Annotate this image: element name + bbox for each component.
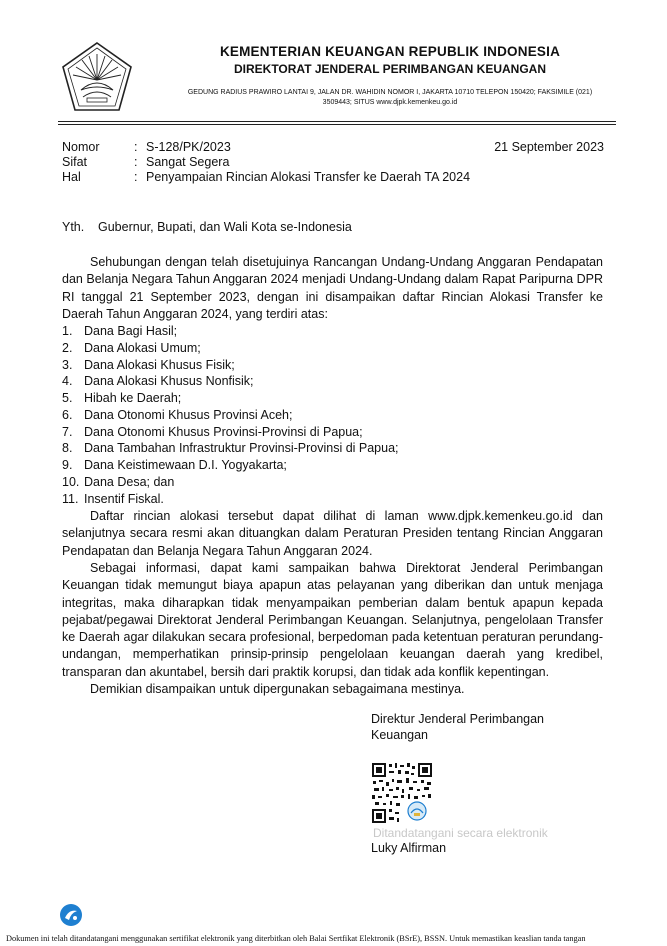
list-item	[62, 390, 399, 407]
list-item	[62, 340, 399, 357]
signatory-title-line-1: Direktur Jenderal Perimbangan	[371, 712, 545, 726]
list-item	[62, 474, 399, 491]
body-paragraph-3: Sebagai informasi, dapat kami sampaikan bahwa Direktorat Jenderal Perimbangan Keuangan tidak memungut biaya apapun atas pelayanan yang diberikan dan untuk menjaga integritas, maka diharapkan tidak menyampaikan pemberian dalam bentuk apapun kepada pejabat/pegawai Direktorat Jenderal Perimbangan Keuangan. Selanjutnya, pengelolaan Transfer ke Daerah agar dilakukan secara profesional, berpedoman pada ketentuan peraturan perundang-undangan, memperhatikan prinsip-prinsip pengelolaan keuangan daerah yang kredibel, transparan dan akuntabel, bersih dari praktik korupsi, dan tidak ada konflik kepentingan.	[62, 561, 603, 679]
list-item-text: Hibah ke Daerah;	[84, 391, 182, 405]
meta-label: Hal	[62, 170, 81, 184]
list-item	[62, 457, 399, 474]
address-line-2: 3509443; SITUS www.djpk.kemenkeu.go.id	[322, 99, 458, 106]
list-item-number: 7.	[62, 424, 73, 439]
list-item	[62, 407, 399, 424]
list-item-text: Dana Keistimewaan D.I. Yogyakarta;	[84, 458, 287, 472]
list-item-number: 2.	[62, 340, 73, 355]
letterhead-rule-thick	[58, 121, 616, 122]
body-paragraph-4: Demikian disampaikan untuk dipergunakan sebagaimana mestinya.	[90, 682, 465, 696]
letterhead-address	[150, 88, 630, 108]
list-item-text: Dana Alokasi Umum;	[84, 340, 201, 355]
list-item-text: Dana Alokasi Khusus Fisik;	[84, 357, 235, 372]
list-item-text: Dana Desa; dan	[84, 474, 175, 489]
meta-label: Nomor	[62, 140, 100, 154]
list-item-text: Dana Otonomi Khusus Provinsi Aceh;	[84, 407, 293, 422]
body-paragraph-1: Sehubungan dengan telah disetujuinya Rancangan Undang-Undang Anggaran Pendapatan dan Belanja Negara Tahun Anggaran 2024 menjadi Undang-Undang dalam Rapat Paripurna DPR RI tanggal 21 September 2023, dengan ini disampaikan daftar Rincian Alokasi Transfer ke Daerah Tahun Anggaran 2024, yang terdiri atas:	[62, 255, 603, 321]
list-item-text: Insentif Fiskal.	[84, 491, 164, 506]
list-item-number: 10.	[62, 474, 80, 489]
electronic-signature-stamp: Ditandatangani secara elektronik	[373, 826, 548, 840]
letterhead-rule-thin	[58, 124, 616, 125]
list-item-number: 9.	[62, 458, 73, 472]
list-item-number: 6.	[62, 407, 73, 422]
address-line-1: GEDUNG RADIUS PRAWIRO LANTAI 9, JALAN DR. WAHIDIN NOMOR I, JAKARTA 10710 TELEPON 150420; FAKSIMILE (021)	[187, 89, 593, 96]
ministry-name: KEMENTERIAN KEUANGAN REPUBLIK INDONESIA	[219, 44, 561, 59]
list-item-number: 8.	[62, 441, 73, 456]
addressee-recipient: Gubernur, Bupati, dan Wali Kota se-Indonesia	[98, 220, 352, 234]
list-item	[62, 323, 399, 340]
list-item-text: Dana Tambahan Infrastruktur Provinsi-Provinsi di Papua;	[84, 441, 399, 456]
meta-colon: :	[134, 170, 138, 184]
list-item	[62, 424, 399, 441]
letter-date: 21 September 2023	[494, 140, 604, 154]
footer-disclaimer: Dokumen ini telah ditandatangani menggunakan sertifikat elektronik yang diterbitkan oleh Balai Sertfikat Elektronik (BSrE), BSSN. Untuk memastikan keaslian tanda tangan	[6, 934, 586, 943]
signatory-title	[371, 712, 611, 743]
list-item-number: 5.	[62, 391, 73, 405]
list-item	[62, 373, 399, 390]
list-item-text: Dana Bagi Hasil;	[84, 324, 178, 338]
meta-colon: :	[134, 155, 138, 169]
list-item-number: 11.	[62, 491, 79, 506]
meta-value: S-128/PK/2023	[146, 140, 231, 154]
list-item	[62, 440, 399, 457]
list-item-number: 3.	[62, 357, 73, 372]
list-item-number: 4.	[62, 374, 73, 389]
ministry-emblem-icon	[59, 40, 135, 116]
addressee-prefix: Yth.	[62, 220, 85, 234]
qr-code-icon	[371, 762, 433, 824]
list-item	[62, 357, 399, 374]
signatory-name: Luky Alfirman	[371, 841, 447, 855]
signatory-title-line-2: Keuangan	[371, 727, 429, 742]
meta-colon: :	[134, 140, 138, 154]
directorate-name: DIREKTORAT JENDERAL PERIMBANGAN KEUANGAN	[233, 62, 547, 76]
body-paragraph-2: Daftar rincian alokasi tersebut dapat dilihat di laman www.djpk.kemenkeu.go.id dan selanjutnya secara resmi akan dituangkan dalam Peraturan Presiden tentang Rincian Anggaran Pendapatan dan Belanja Negara Tahun Anggaran 2024.	[62, 509, 603, 558]
bsre-logo-icon	[59, 903, 83, 927]
list-item	[62, 491, 399, 508]
list-item-text: Dana Otonomi Khusus Provinsi-Provinsi di Papua;	[84, 424, 363, 439]
meta-row-nomor	[62, 140, 231, 155]
allocation-list	[62, 323, 399, 507]
addressee	[62, 220, 352, 235]
list-item-number: 1.	[62, 324, 73, 338]
meta-value: Penyampaian Rincian Alokasi Transfer ke Daerah TA 2024	[146, 170, 471, 184]
meta-row-hal	[62, 170, 470, 185]
meta-label: Sifat	[62, 155, 88, 169]
meta-row-sifat	[62, 155, 229, 170]
list-item-text: Dana Alokasi Khusus Nonfisik;	[84, 374, 254, 389]
meta-value: Sangat Segera	[146, 155, 230, 169]
